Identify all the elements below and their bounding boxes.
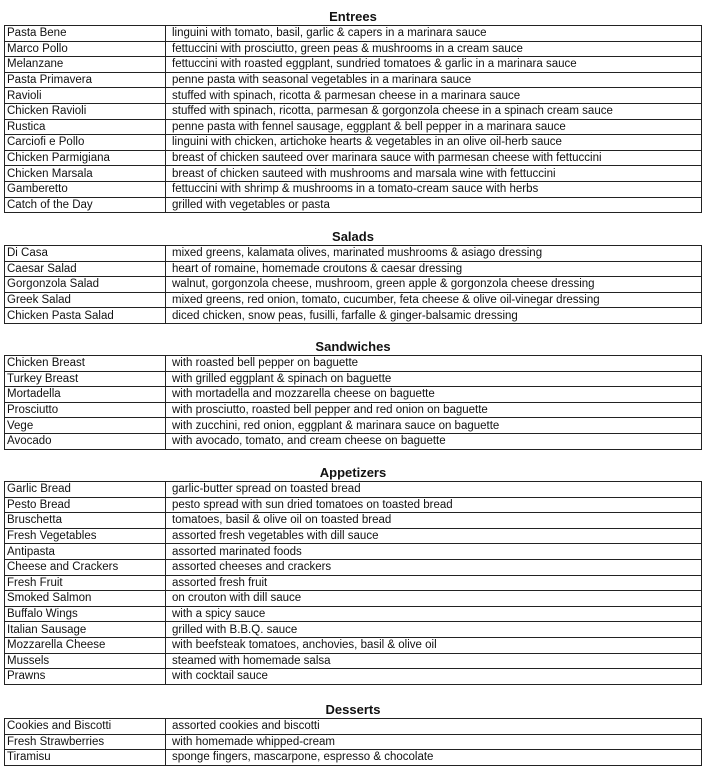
table-row bbox=[5, 528, 702, 544]
item-description: with prosciutto, roasted bell pepper and red onion on baguette bbox=[166, 402, 702, 418]
table-row bbox=[5, 559, 702, 575]
item-name: Fresh Strawberries bbox=[5, 734, 166, 750]
item-description: heart of romaine, homemade croutons & caesar dressing bbox=[166, 261, 702, 277]
item-description: with roasted bell pepper on baguette bbox=[166, 356, 702, 372]
table-row bbox=[5, 402, 702, 418]
item-name: Catch of the Day bbox=[5, 197, 166, 213]
table-row bbox=[5, 57, 702, 73]
item-name: Tiramisu bbox=[5, 750, 166, 766]
item-description: assorted cookies and biscotti bbox=[166, 719, 702, 735]
item-name: Avocado bbox=[5, 433, 166, 449]
item-name: Mozzarella Cheese bbox=[5, 637, 166, 653]
item-name: Chicken Marsala bbox=[5, 166, 166, 182]
item-name: Mussels bbox=[5, 653, 166, 669]
table-row bbox=[5, 497, 702, 513]
item-name: Chicken Parmigiana bbox=[5, 150, 166, 166]
item-description: assorted fresh fruit bbox=[166, 575, 702, 591]
item-description: fettuccini with prosciutto, green peas & mushrooms in a cream sauce bbox=[166, 41, 702, 57]
item-name: Chicken Breast bbox=[5, 356, 166, 372]
table-row bbox=[5, 433, 702, 449]
item-description: with mortadella and mozzarella cheese on baguette bbox=[166, 387, 702, 403]
item-description: with avocado, tomato, and cream cheese on baguette bbox=[166, 433, 702, 449]
item-name: Marco Pollo bbox=[5, 41, 166, 57]
item-description: with homemade whipped-cream bbox=[166, 734, 702, 750]
menu-table bbox=[4, 355, 702, 450]
item-description: walnut, gorgonzola cheese, mushroom, green apple & gorgonzola cheese dressing bbox=[166, 277, 702, 293]
item-name: Gamberetto bbox=[5, 181, 166, 197]
appetizers-section bbox=[4, 464, 702, 685]
item-description: with cocktail sauce bbox=[166, 669, 702, 685]
item-name: Carciofi e Pollo bbox=[5, 135, 166, 151]
item-name: Turkey Breast bbox=[5, 371, 166, 387]
item-description: fettuccini with roasted eggplant, sundried tomatoes & garlic in a marinara sauce bbox=[166, 57, 702, 73]
item-name: Mortadella bbox=[5, 387, 166, 403]
table-row bbox=[5, 591, 702, 607]
table-row bbox=[5, 606, 702, 622]
table-row bbox=[5, 544, 702, 560]
table-row bbox=[5, 622, 702, 638]
table-row bbox=[5, 41, 702, 57]
item-description: tomatoes, basil & olive oil on toasted bread bbox=[166, 513, 702, 529]
item-name: Cookies and Biscotti bbox=[5, 719, 166, 735]
salads-section bbox=[4, 228, 702, 324]
table-row bbox=[5, 103, 702, 119]
menu-table bbox=[4, 481, 702, 685]
item-description: grilled with vegetables or pasta bbox=[166, 197, 702, 213]
item-description: with grilled eggplant & spinach on baguette bbox=[166, 371, 702, 387]
table-row bbox=[5, 734, 702, 750]
table-row bbox=[5, 197, 702, 213]
item-description: fettuccini with shrimp & mushrooms in a tomato-cream sauce with herbs bbox=[166, 181, 702, 197]
item-description: with zucchini, red onion, eggplant & marinara sauce on baguette bbox=[166, 418, 702, 434]
table-row bbox=[5, 277, 702, 293]
item-name: Caesar Salad bbox=[5, 261, 166, 277]
item-description: grilled with B.B.Q. sauce bbox=[166, 622, 702, 638]
table-row bbox=[5, 371, 702, 387]
section-title: Desserts bbox=[325, 702, 381, 717]
section-title: Sandwiches bbox=[315, 339, 391, 354]
table-row bbox=[5, 119, 702, 135]
item-description: penne pasta with fennel sausage, eggplant & bell pepper in a marinara sauce bbox=[166, 119, 702, 135]
item-name: Melanzane bbox=[5, 57, 166, 73]
item-description: mixed greens, red onion, tomato, cucumber, feta cheese & olive oil-vinegar dressing bbox=[166, 292, 702, 308]
item-description: stuffed with spinach, ricotta & parmesan cheese in a marinara sauce bbox=[166, 88, 702, 104]
table-row bbox=[5, 135, 702, 151]
item-name: Fresh Fruit bbox=[5, 575, 166, 591]
item-name: Ravioli bbox=[5, 88, 166, 104]
menu-table bbox=[4, 718, 702, 766]
table-row bbox=[5, 637, 702, 653]
item-description: assorted marinated foods bbox=[166, 544, 702, 560]
item-name: Pesto Bread bbox=[5, 497, 166, 513]
item-name: Rustica bbox=[5, 119, 166, 135]
item-description: breast of chicken sauteed with mushrooms and marsala wine with fettuccini bbox=[166, 166, 702, 182]
item-name: Smoked Salmon bbox=[5, 591, 166, 607]
item-name: Italian Sausage bbox=[5, 622, 166, 638]
item-name: Antipasta bbox=[5, 544, 166, 560]
item-description: garlic-butter spread on toasted bread bbox=[166, 482, 702, 498]
item-name: Pasta Primavera bbox=[5, 72, 166, 88]
item-description: linguini with tomato, basil, garlic & capers in a marinara sauce bbox=[166, 26, 702, 42]
item-description: with beefsteak tomatoes, anchovies, basil & olive oil bbox=[166, 637, 702, 653]
table-row bbox=[5, 719, 702, 735]
item-name: Bruschetta bbox=[5, 513, 166, 529]
item-name: Gorgonzola Salad bbox=[5, 277, 166, 293]
item-name: Buffalo Wings bbox=[5, 606, 166, 622]
item-name: Fresh Vegetables bbox=[5, 528, 166, 544]
item-name: Chicken Ravioli bbox=[5, 103, 166, 119]
table-row bbox=[5, 750, 702, 766]
item-name: Prosciutto bbox=[5, 402, 166, 418]
item-description: mixed greens, kalamata olives, marinated mushrooms & asiago dressing bbox=[166, 246, 702, 262]
item-description: penne pasta with seasonal vegetables in a marinara sauce bbox=[166, 72, 702, 88]
item-name: Garlic Bread bbox=[5, 482, 166, 498]
section-title: Appetizers bbox=[319, 465, 387, 480]
menu-table bbox=[4, 245, 702, 324]
item-name: Vege bbox=[5, 418, 166, 434]
item-description: assorted cheeses and crackers bbox=[166, 559, 702, 575]
item-description: on crouton with dill sauce bbox=[166, 591, 702, 607]
table-row bbox=[5, 88, 702, 104]
section-title: Entrees bbox=[329, 9, 377, 24]
desserts-section bbox=[4, 701, 702, 766]
item-name: Cheese and Crackers bbox=[5, 559, 166, 575]
item-description: sponge fingers, mascarpone, espresso & chocolate bbox=[166, 750, 702, 766]
table-row bbox=[5, 246, 702, 262]
sandwiches-section bbox=[4, 338, 702, 450]
item-description: with a spicy sauce bbox=[166, 606, 702, 622]
table-row bbox=[5, 150, 702, 166]
menu-table bbox=[4, 25, 702, 213]
item-description: pesto spread with sun dried tomatoes on toasted bread bbox=[166, 497, 702, 513]
table-row bbox=[5, 72, 702, 88]
table-row bbox=[5, 292, 702, 308]
item-description: assorted fresh vegetables with dill sauce bbox=[166, 528, 702, 544]
item-description: steamed with homemade salsa bbox=[166, 653, 702, 669]
table-row bbox=[5, 482, 702, 498]
item-description: diced chicken, snow peas, fusilli, farfalle & ginger-balsamic dressing bbox=[166, 308, 702, 324]
table-row bbox=[5, 653, 702, 669]
item-name: Chicken Pasta Salad bbox=[5, 308, 166, 324]
item-description: stuffed with spinach, ricotta, parmesan & gorgonzola cheese in a spinach cream sauce bbox=[166, 103, 702, 119]
table-row bbox=[5, 387, 702, 403]
table-row bbox=[5, 166, 702, 182]
section-title: Salads bbox=[332, 229, 374, 244]
table-row bbox=[5, 356, 702, 372]
item-name: Di Casa bbox=[5, 246, 166, 262]
item-description: linguini with chicken, artichoke hearts & vegetables in an olive oil-herb sauce bbox=[166, 135, 702, 151]
table-row bbox=[5, 669, 702, 685]
entrees-section bbox=[4, 8, 702, 213]
item-name: Pasta Bene bbox=[5, 26, 166, 42]
item-name: Prawns bbox=[5, 669, 166, 685]
table-row bbox=[5, 26, 702, 42]
table-row bbox=[5, 575, 702, 591]
table-row bbox=[5, 181, 702, 197]
item-description: breast of chicken sauteed over marinara sauce with parmesan cheese with fettuccini bbox=[166, 150, 702, 166]
item-name: Greek Salad bbox=[5, 292, 166, 308]
table-row bbox=[5, 513, 702, 529]
table-row bbox=[5, 418, 702, 434]
table-row bbox=[5, 261, 702, 277]
table-row bbox=[5, 308, 702, 324]
